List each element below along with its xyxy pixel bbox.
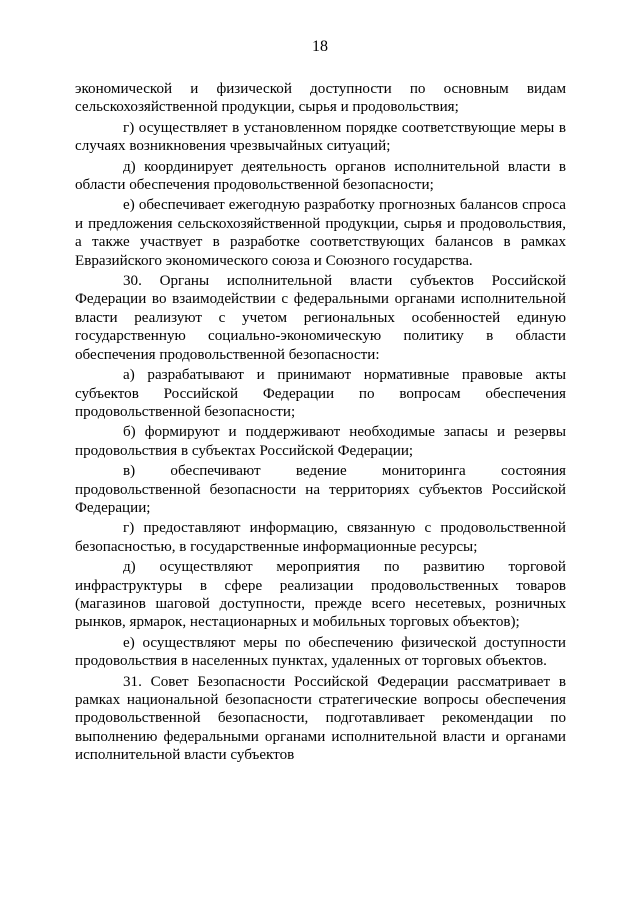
paragraph-30-a: а) разрабатывают и принимают нормативные правовые акты субъектов Российской Федерации по вопросам обеспечения продовольственной безопасности;	[75, 367, 566, 420]
document-body	[75, 80, 566, 765]
paragraph-30-v: в) обеспечивают ведение мониторинга состояния продовольственной безопасности на территориях субъектов Российской Федерации;	[75, 463, 566, 516]
paragraph-31: 31. Совет Безопасности Российской Федерации рассматривает в рамках национальной безопасности стратегические вопросы обеспечения продовольственной безопасности, подготавливает рекомендации по выполнению федеральными органами исполнительной власти и органами исполнительной власти субъектов	[75, 673, 566, 764]
paragraph-item-g: г) осуществляет в установленном порядке соответствующие меры в случаях возникновения чрезвычайных ситуаций;	[75, 119, 566, 155]
paragraph-continuation: экономической и физической доступности по основным видам сельскохозяйственной продукции, сырья и продовольствия;	[75, 81, 566, 116]
paragraph-30-e: е) осуществляют меры по обеспечению физической доступности продовольствия в населенных пунктах, удаленных от торговых объектов.	[75, 634, 566, 670]
paragraph-30-b: б) формируют и поддерживают необходимые запасы и резервы продовольствия в субъектах Российской Федерации;	[75, 424, 566, 459]
page-number: 18	[312, 38, 328, 55]
paragraph-item-d: д) координирует деятельность органов исполнительной власти в области обеспечения продовольственной безопасности;	[75, 158, 566, 194]
paragraph-30-g: г) предоставляют информацию, связанную с продовольственной безопасностью, в государственные информационные ресурсы;	[75, 520, 566, 555]
paragraph-30: 30. Органы исполнительной власти субъектов Российской Федерации во взаимодействии с федеральными органами исполнительной власти реализуют с учетом региональных особенностей единую государственную социально-экономическую политику в области обеспечения продовольственной безопасности:	[75, 273, 566, 363]
paragraph-30-d: д) осуществляют мероприятия по развитию торговой инфраструктуры в сфере реализации продовольственных товаров (магазинов шаговой доступности, прежде всего несетевых, розничных рынков, ярмарок, нестационарных и мобильных торговых объектов);	[75, 559, 566, 631]
paragraph-item-e: е) обеспечивает ежегодную разработку прогнозных балансов спроса и предложения сельскохозяйственной продукции, сырья и продовольствия, а также участвует в разработке соответствующих балансов в рамках Евразийского экономического союза и Союзного государства.	[75, 197, 566, 269]
